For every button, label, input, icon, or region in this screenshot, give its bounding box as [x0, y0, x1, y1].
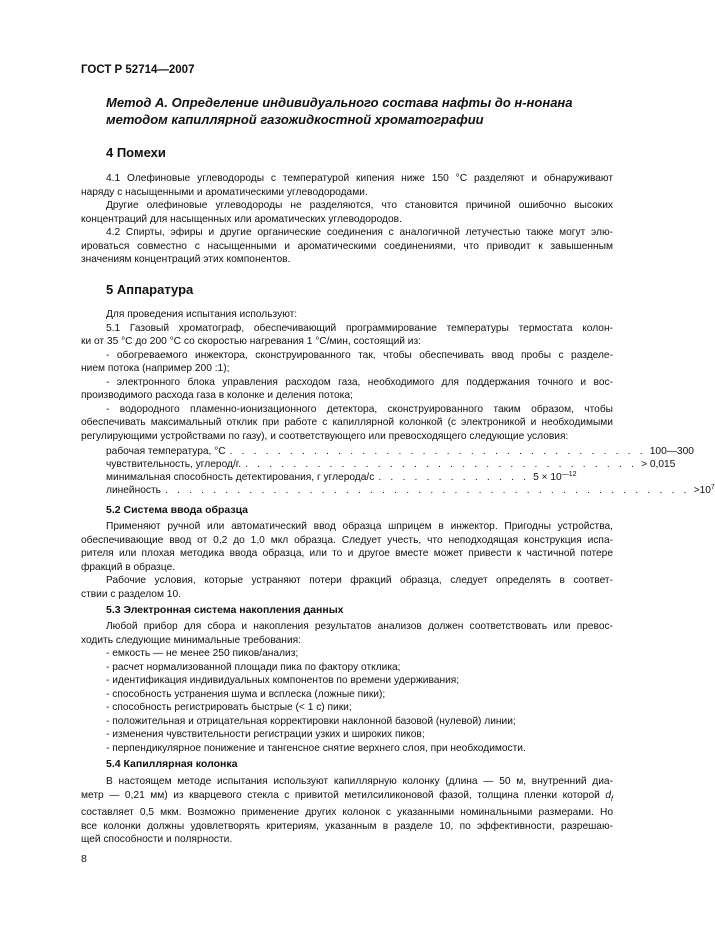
list-item: - водородного пламенно-ионизационного детектора, сконструированного таким образом, чтобы — [106, 403, 613, 415]
paragraph: Для проведения испытания используют: — [106, 309, 298, 320]
condition-value: 100—300 — [649, 446, 694, 457]
list-item: - изменения чувствительности регистрации узких и широких пиков; — [106, 729, 425, 740]
list-item: - перпендикулярное понижение и тангенсное снятие верхнего слоя, при необходимости. — [106, 742, 526, 754]
leader-dots: . . . . . . . . . . . . . . . . . . . . . . . . . . . . . . . . . . . . . . . . . . . . — [164, 485, 690, 496]
list-item: - расчет нормализованной площади пика по фактору отклика; — [106, 661, 401, 673]
leader-dots: . . . . . . . . . . . . . . . . . . . . . . . . . . . . . . . . . . . — [229, 446, 646, 457]
condition-row — [106, 484, 715, 497]
paragraph-continuation: все колонки должны удовлетворять критериям, указанным в разделе 10, по эффективности, разрешаю- — [81, 820, 613, 832]
paragraph-continuation: щей способности и полярности. — [81, 834, 233, 846]
paragraph-continuation: рителя или плохая методика ввода образца, или то и другое вместе может привести к частичной потере — [81, 548, 613, 559]
paragraph-continuation: ироваться совместно с насыщенными и ароматическими соединениями, что приводит к завышенным — [81, 240, 613, 252]
list-item-continuation: обеспечивать максимальный отклик при работе с капиллярной колонкой (с электроникой и необходимыми — [81, 417, 613, 428]
section-5-4-body — [81, 775, 613, 847]
paragraph-continuation: значениям концентраций этих компонентов. — [81, 254, 291, 265]
paragraph-continuation: концентраций для насыщенных или ароматических углеводородов. — [81, 213, 402, 225]
list-item-continuation: производимого расхода газа в колонке и деления потока; — [81, 390, 353, 401]
section-5-body — [81, 308, 613, 443]
paragraph: 5.1 Газовый хроматограф, обеспечивающий программирование температуры термостата колон- — [106, 322, 613, 334]
condition-label: линейность — [106, 485, 161, 496]
paragraph: Любой прибор для сбора и накопления результатов анализов должен соответствовать или превос- — [106, 621, 613, 632]
paragraph-continuation: обеспечивающие ввод от 0,2 до 1,0 мкл образца. Следует учесть, что неподходящая конструкция испа- — [81, 534, 613, 546]
paragraph: Рабочие условия, которые устраняют потери фракций образца, следует определять в соответ- — [106, 575, 613, 586]
list-item-continuation: нием потока (например 200 :1); — [81, 363, 230, 374]
list-item-continuation: регулирующими устройствами по газу), и соответствующего или превосходящего следующие условия: — [81, 430, 569, 442]
film-thickness-symbol: $d_f$ — [605, 789, 613, 803]
paragraph: В настоящем методе испытания используют капиллярную колонку (длина — 50 м, внутренний диа- — [106, 776, 613, 787]
paragraph-continuation: составляет 0,5 мкм. Возможно применение других колонок с указанными номинальными размерами. Но — [81, 807, 613, 819]
paragraph: 4.2 Спирты, эфиры и другие органические соединения с аналогичной летучестью также могут элю- — [106, 227, 613, 238]
condition-value: $5 \times 10^{—12}$ — [533, 471, 577, 483]
list-item: - способность устранения шума и всплеска (ложные пики); — [106, 688, 386, 700]
section-5-heading: 5 Аппаратура — [106, 282, 194, 297]
leader-dots: . . . . . . . . . . . . . . . . . . . . . . . . . . . . . . . . . — [245, 459, 638, 470]
condition-row — [106, 458, 676, 471]
detector-conditions — [106, 445, 715, 497]
leader-dots: . . . . . . . . . . . . . — [378, 472, 530, 483]
section-5-2-body — [81, 520, 613, 601]
list-item: - обогреваемого инжектора, сконструированного так, чтобы обеспечивать ввод пробы с разделе- — [106, 349, 613, 361]
condition-row — [106, 445, 694, 458]
condition-value: $>10^7$ — [693, 484, 715, 496]
method-title: Метод А. Определение индивидуального состава нафты до н-нонана методом капиллярной газожидкостной хроматографии — [106, 95, 573, 127]
paragraph-continuation: наряду с насыщенными и ароматическими углеводородами. — [81, 186, 368, 198]
paragraph-continuation: ствии с разделом 10. — [81, 588, 181, 600]
paragraph: Применяют ручной или автоматический ввод образца шприцем в инжектор. Пригодны устройства, — [106, 521, 613, 532]
paragraph: 4.1 Олефиновые углеводороды с температурой кипения ниже 150 °С разделяют и обнаруживают — [106, 173, 613, 184]
list-item: - положительная и отрицательная корректировки наклонной базовой (нулевой) линии; — [106, 715, 516, 727]
paragraph-continuation: фракций в образце. — [81, 561, 176, 573]
section-5-4-heading: 5.4 Капиллярная колонка — [106, 758, 238, 770]
paragraph-continuation: ходить следующие минимальные требования: — [81, 634, 301, 646]
paragraph-continuation: метр — 0,21 мм) из кварцевого стекла с привитой метилсиликоновой фазой, толщина пленки которой $d_f$ — [81, 789, 613, 803]
condition-label: чувствительность, углерод/г. — [106, 459, 242, 470]
condition-label: рабочая температура, °С — [106, 446, 226, 457]
paragraph: Другие олефиновые углеводороды не разделяются, что становится причиной ошибочно высоких — [106, 200, 613, 211]
paragraph-continuation: ки от 35 °С до 200 °С со скоростью нагревания 1 °С/мин, состоящий из: — [81, 336, 421, 347]
condition-value: > 0,015 — [641, 459, 676, 470]
section-5-3-body — [81, 620, 613, 755]
document-header: ГОСТ Р 52714—2007 — [81, 64, 195, 76]
condition-label: минимальная способность детектирования, г углерода/с — [106, 472, 375, 483]
list-item: - способность регистрировать быстрые (< 1 с) пики; — [106, 702, 352, 713]
list-item: - идентификация индивидуальных компонентов по времени удерживания; — [106, 675, 460, 686]
section-5-2-heading: 5.2 Система ввода образца — [106, 504, 249, 516]
condition-row — [106, 471, 577, 484]
section-4-body — [81, 172, 613, 267]
page-number: 8 — [81, 853, 87, 865]
section-4-heading: 4 Помехи — [106, 145, 166, 160]
section-5-3-heading: 5.3 Электронная система накопления данных — [106, 604, 344, 616]
list-item: - электронного блока управления расходом газа, необходимого для поддержания точного и вос- — [106, 376, 613, 388]
list-item: - емкость — не менее 250 пиков/анализ; — [106, 648, 299, 659]
